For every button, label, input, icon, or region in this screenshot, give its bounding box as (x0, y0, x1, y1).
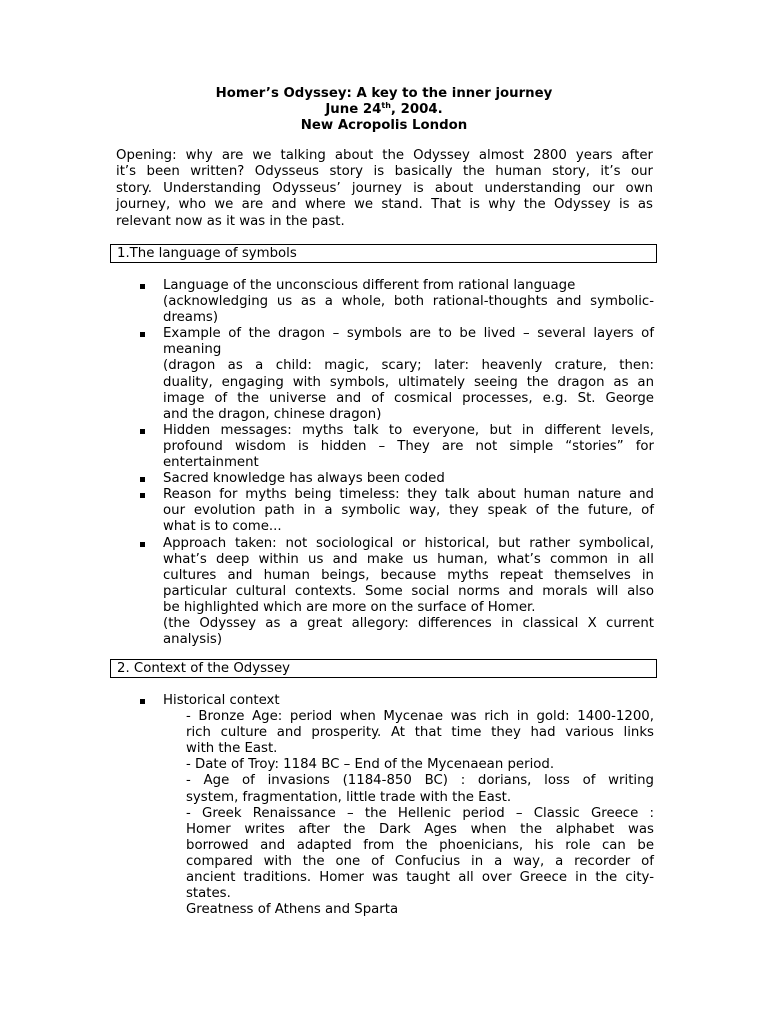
list-item-line: image of the universe and of cosmical processes, e.g. St. George (163, 390, 654, 406)
opening-paragraph (116, 148, 653, 230)
list-item-line: Sacred knowledge has always been coded (163, 471, 445, 487)
section-heading-context: 2. Context of the Odyssey (110, 659, 657, 678)
list-item (136, 326, 654, 423)
list-item-line: and the dragon, chinese dragon) (163, 406, 382, 422)
list-item-line: dreams) (163, 310, 219, 326)
opening-line: relevant now as it was in the past. (116, 213, 345, 229)
sub-item-line: Homer writes after the Dark Ages when the alphabet was (186, 821, 654, 837)
sub-item-line: ancient traditions. Homer was taught all over Greece in the city- (186, 870, 654, 886)
list-item-line: duality, engaging with symbols, ultimately seeing the dragon as an (163, 374, 654, 390)
list-item-line: what is to come... (163, 519, 282, 535)
document-title-block (0, 86, 768, 134)
list-item (136, 487, 654, 535)
opening-line: Opening: why are we talking about the Odyssey almost 2800 years after (116, 148, 653, 163)
square-bullet-icon (140, 477, 145, 482)
list-item-line: Historical context (163, 693, 280, 708)
opening-line: journey, who we are and where we stand. That is why the Odyssey is as (116, 197, 653, 213)
list-item-line: (acknowledging us as a whole, both rational-thoughts and symbolic- (163, 294, 654, 310)
list-item-line: Reason for myths being timeless: they talk about human nature and (163, 487, 654, 503)
list-item-line: Example of the dragon – symbols are to be lived – several layers of (163, 326, 654, 342)
sub-item-line: - Date of Troy: 1184 BC – End of the Mycenaean period. (186, 757, 555, 773)
sub-item-line: - Greek Renaissance – the Hellenic period – Classic Greece : (186, 805, 654, 821)
section-heading-symbols: 1.The language of symbols (110, 244, 657, 263)
list-item (136, 278, 654, 326)
list-item-line: meaning (163, 342, 222, 358)
list-item (136, 423, 654, 471)
date-superscript: th (381, 101, 391, 110)
square-bullet-icon (140, 493, 145, 498)
square-bullet-icon (140, 332, 145, 337)
list-item-line: analysis) (163, 632, 223, 648)
sub-item-line: borrowed and adapted from the phoenicians, his role can be (186, 837, 654, 853)
list-item-line: Language of the unconscious different from rational language (163, 278, 576, 293)
list-item-line: entertainment (163, 455, 259, 471)
list-item-line: what’s deep within us and make us human, what’s common in all (163, 551, 654, 567)
sub-item-line: system, fragmentation, little trade with the East. (186, 789, 512, 805)
sub-item-line: - Bronze Age: period when Mycenae was rich in gold: 1400-1200, (186, 709, 654, 725)
document-title: Homer’s Odyssey: A key to the inner journey (215, 86, 553, 101)
square-bullet-icon (140, 284, 145, 289)
list-item-line: (the Odyssey as a great allegory: differences in classical X current (163, 615, 654, 631)
list-item-line: be highlighted which are more on the surface of Homer. (163, 599, 536, 615)
sub-item-line: states. (186, 886, 231, 902)
opening-line: it’s been written? Odysseus story is basically the human story, it’s our (116, 164, 653, 180)
opening-line: story. Understanding Odysseus’ journey is about understanding our own (116, 180, 653, 196)
list-item (136, 693, 654, 918)
list-item-line: our evolution path in a symbolic way, they speak of the future, of (163, 503, 654, 519)
square-bullet-icon (140, 542, 145, 547)
list-item-line: particular cultural contexts. Some social norms and morals will also (163, 583, 654, 599)
document-date: June 24th, 2004. (325, 101, 443, 117)
sub-item-line: compared with the one of Confucius in a way, a recorder of (186, 853, 654, 869)
list-item (136, 471, 654, 487)
sub-item-line: - Age of invasions (1184-850 BC) : dorians, loss of writing (186, 773, 654, 789)
sub-item-line: with the East. (186, 741, 278, 757)
square-bullet-icon (140, 429, 145, 434)
sub-item-line: Greatness of Athens and Sparta (186, 902, 399, 918)
list-item-line: cultures and human beings, because myths repeat themselves in (163, 567, 654, 583)
list-item-line: profound wisdom is hidden – They are not simple “stories” for (163, 438, 654, 454)
symbols-bullet-list (136, 278, 654, 648)
list-item-line: Approach taken: not sociological or historical, but rather symbolical, (163, 535, 654, 551)
list-item-line: Hidden messages: myths talk to everyone, but in different levels, (163, 422, 654, 438)
context-bullet-list (136, 693, 654, 918)
list-item-line: (dragon as a child: magic, scary; later: heavenly crature, then: (163, 358, 654, 374)
list-item (136, 536, 654, 649)
square-bullet-icon (140, 699, 145, 704)
sub-item-block (163, 709, 654, 918)
sub-item-line: rich culture and prosperity. At that time they had various links (186, 725, 654, 741)
document-organization: New Acropolis London (300, 118, 468, 133)
